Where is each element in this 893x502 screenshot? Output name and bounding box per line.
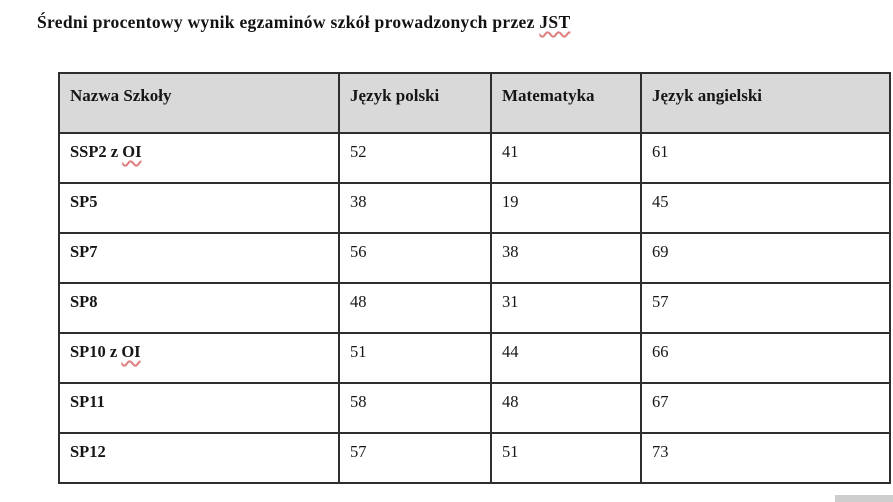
polish-score-cell: 57 [339,433,491,483]
page-title-misspelled-word: JST [539,12,571,32]
column-header-english: Język angielski [641,73,890,133]
polish-score-cell: 58 [339,383,491,433]
math-score-cell: 38 [491,233,641,283]
english-score-cell: 61 [641,133,890,183]
math-score-cell: 41 [491,133,641,183]
school-name-cell [59,133,339,183]
school-name-text: SSP2 z [70,142,123,161]
english-score-cell: 66 [641,333,890,383]
math-score-cell: 19 [491,183,641,233]
page-title [37,12,570,33]
math-score-cell: 51 [491,433,641,483]
school-name-cell: SP11 [59,383,339,433]
corner-shadow [835,495,893,502]
school-name-cell [59,333,339,383]
polish-score-cell: 51 [339,333,491,383]
english-score-cell: 45 [641,183,890,233]
table-row [59,133,890,183]
english-score-cell: 67 [641,383,890,433]
column-header-math: Matematyka [491,73,641,133]
table-header-row [59,73,890,133]
polish-score-cell: 52 [339,133,491,183]
table-row [59,233,890,283]
english-score-cell: 69 [641,233,890,283]
table-row [59,333,890,383]
column-header-polish: Język polski [339,73,491,133]
school-name-misspelled-word: OI [121,342,141,361]
english-score-cell: 57 [641,283,890,333]
school-name-cell: SP12 [59,433,339,483]
school-name-text: SP10 z [70,342,122,361]
table-row [59,283,890,333]
table-row [59,433,890,483]
polish-score-cell: 38 [339,183,491,233]
school-name-misspelled-word: OI [122,142,142,161]
math-score-cell: 44 [491,333,641,383]
column-header-school-name: Nazwa Szkoły [59,73,339,133]
math-score-cell: 48 [491,383,641,433]
school-name-cell: SP5 [59,183,339,233]
table-row [59,183,890,233]
math-score-cell: 31 [491,283,641,333]
polish-score-cell: 48 [339,283,491,333]
page-title-text: Średni procentowy wynik egzaminów szkół prowadzonych przez [37,12,540,32]
exam-results-table [58,72,891,484]
english-score-cell: 73 [641,433,890,483]
school-name-cell: SP8 [59,283,339,333]
polish-score-cell: 56 [339,233,491,283]
table-row [59,383,890,433]
school-name-cell: SP7 [59,233,339,283]
